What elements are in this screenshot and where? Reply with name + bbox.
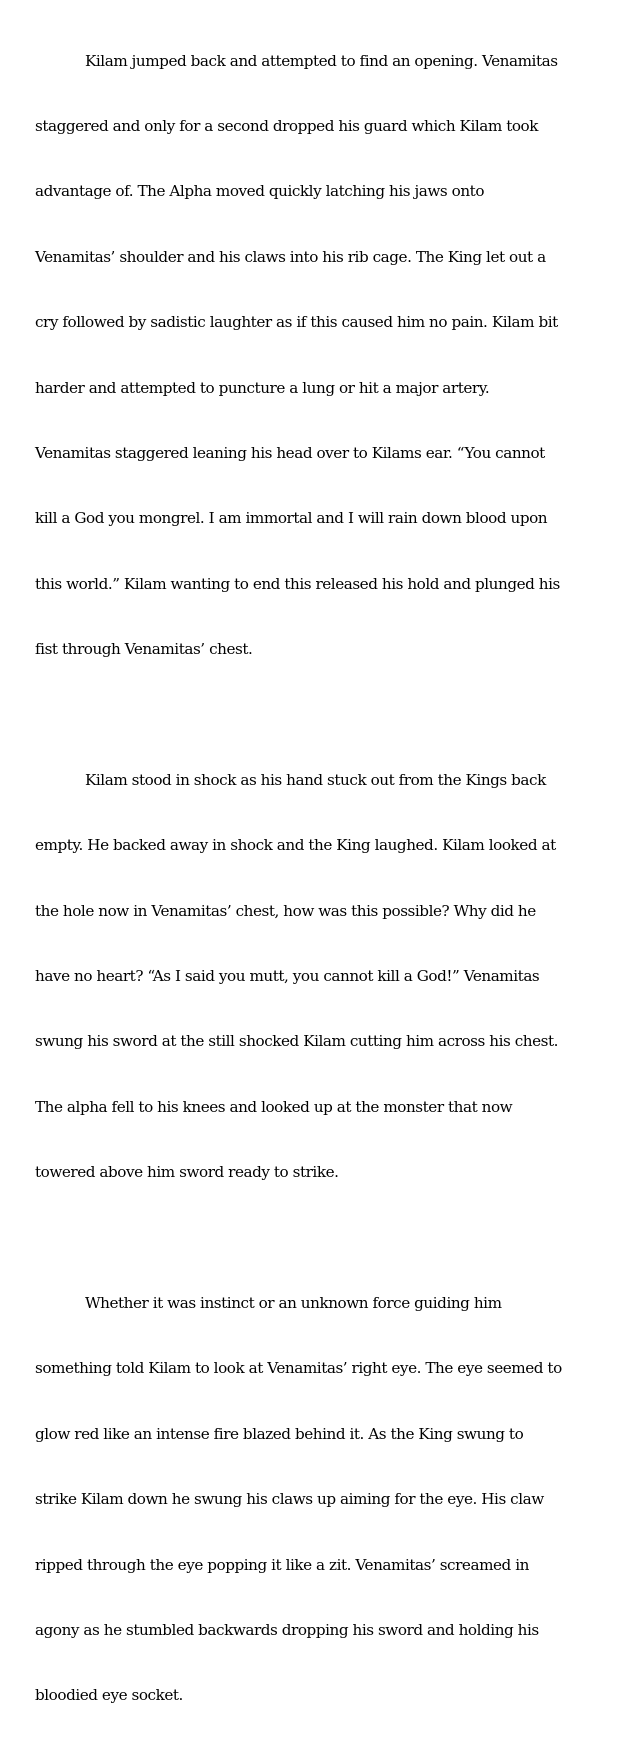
text-line: bloodied eye socket. [35,1686,183,1705]
text-line: towered above him sword ready to strike. [35,1163,339,1182]
text-line: swung his sword at the still shocked Kilam cutting him across his chest. [35,1032,558,1051]
text-line: Kilam jumped back and attempted to find an opening. Venamitas [85,51,558,70]
text-line: advantage of. The Alpha moved quickly latching his jaws onto [35,182,485,201]
text-line: Venamitas staggered leaning his head over to Kilams ear. “You cannot [35,443,545,462]
paragraph-2 [35,726,639,1227]
paragraph-1 [35,7,639,705]
text-line: The alpha fell to his knees and looked up at the monster that now [35,1097,513,1116]
paragraph-3 [35,1249,639,1750]
text-line: staggered and only for a second dropped his guard which Kilam took [35,116,538,135]
text-line: the hole now in Venamitas’ chest, how was this possible? Why did he [35,901,536,920]
text-line: kill a God you mongrel. I am immortal and I will rain down blood upon [35,509,548,528]
text-line: something told Kilam to look at Venamitas’ right eye. The eye seemed to [35,1359,562,1378]
text-line: cry followed by sadistic laughter as if this caused him no pain. Kilam bit [35,313,558,332]
text-line: agony as he stumbled backwards dropping his sword and holding his [35,1620,539,1639]
text-line: empty. He backed away in shock and the King laughed. Kilam looked at [35,836,556,855]
text-line: Whether it was instinct or an unknown force guiding him [85,1294,502,1313]
text-line: Kilam stood in shock as his hand stuck out from the Kings back [85,770,546,789]
text-line: glow red like an intense fire blazed behind it. As the King swung to [35,1424,524,1443]
text-line: this world.” Kilam wanting to end this released his hold and plunged his [35,574,560,593]
text-line: strike Kilam down he swung his claws up aiming for the eye. His claw [35,1490,544,1509]
text-line: Venamitas’ shoulder and his claws into his rib cage. The King let out a [35,247,546,266]
text-line: fist through Venamitas’ chest. [35,640,253,659]
text-line: harder and attempted to puncture a lung or hit a major artery. [35,378,490,397]
text-line: have no heart? “As I said you mutt, you cannot kill a God!” Venamitas [35,967,540,986]
text-line: ripped through the eye popping it like a zit. Venamitas’ screamed in [35,1555,529,1574]
